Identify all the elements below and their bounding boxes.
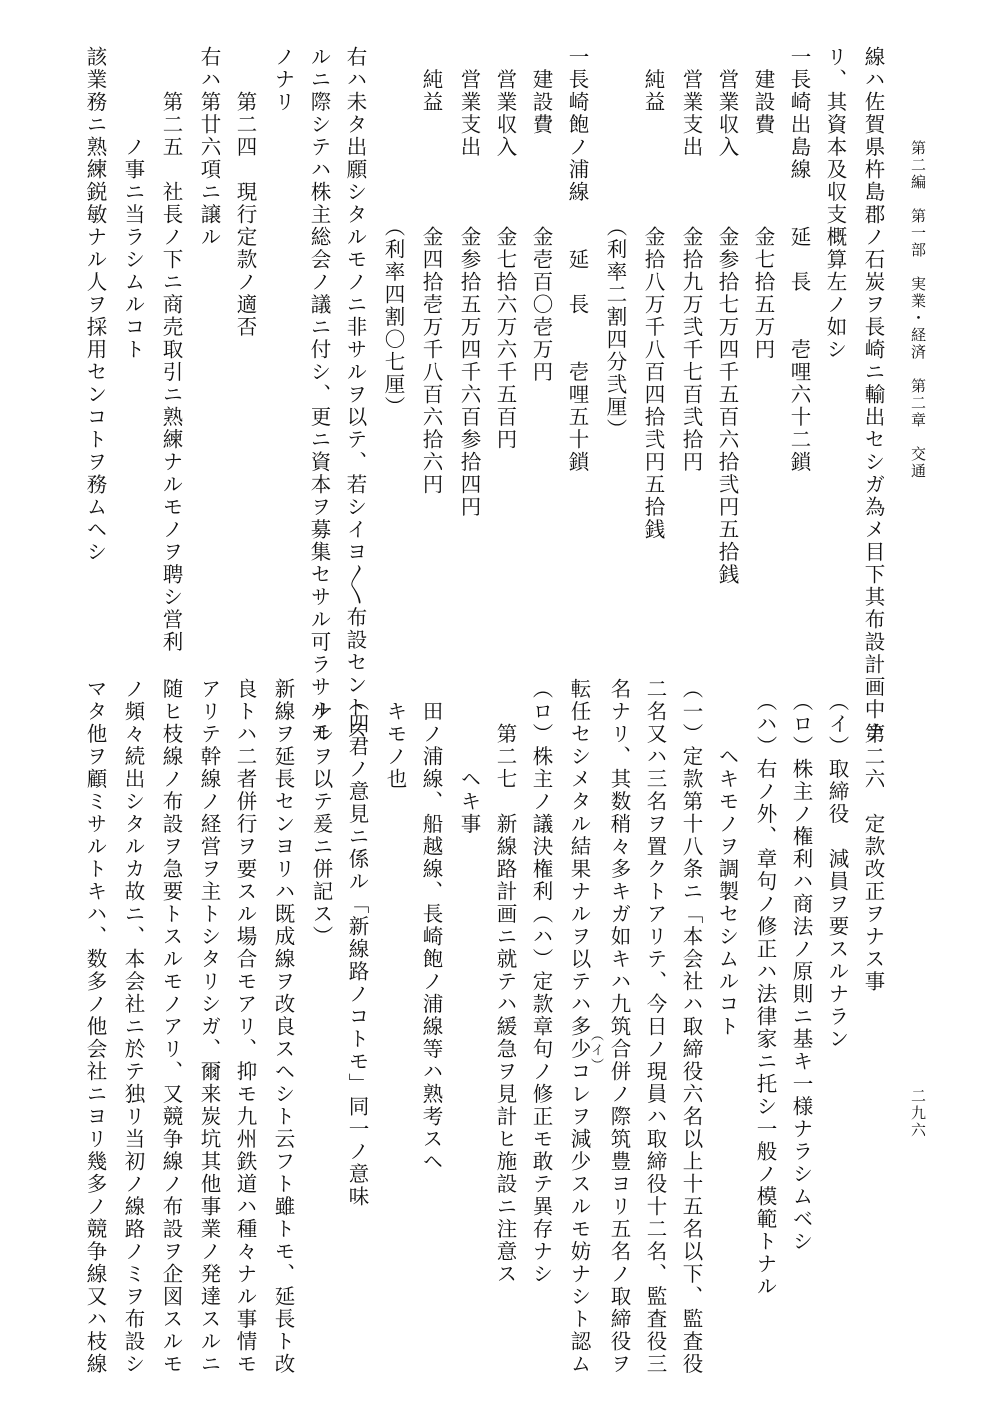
text-column: 第二五 社長ノ下ニ商売取引ニ熟練ナルモノヲ聘シ営利: [159, 46, 183, 654]
text-column: マタ他ヲ顧ミサルトキハ、数多ノ他会社ニヨリ幾多ノ競争線又ハ枝線: [83, 678, 107, 1376]
text-column: 線ハ佐賀県杵島郡ノ石炭ヲ長崎ニ輸出セシガ為メ目下其布設計画中ナ: [861, 46, 885, 744]
text-column: 良トハ二者併行ヲ要スル場合モアリ、抑モ九州鉄道ハ種々ナル事情モ: [233, 678, 257, 1376]
text-column: （イ）取締役 減員ヲ要スルナラン: [825, 678, 849, 1051]
text-column: （四君ノ意見ニ係ル「新線路ノコトモ」同一ノ意味: [345, 678, 369, 1208]
text-column: 随ヒ枝線ノ布設ヲ急要トスルモノアリ、又競争線ノ布設ヲ企図スルモ: [159, 678, 183, 1376]
text-column: ノナリ: [271, 46, 295, 114]
running-head: 第二編 第一部 実業・経済 第二章 交通: [909, 140, 927, 480]
text-column: 該業務ニ熟練鋭敏ナル人ヲ採用センコトヲ務ムヘシ: [83, 46, 107, 564]
text-column: ヘキモノヲ調製セシムルコト: [715, 678, 739, 1038]
text-column: 建設費 金壱百〇壱万円: [529, 46, 553, 384]
text-column: ヘキ事: [457, 678, 481, 836]
text-column: 営業支出 金拾九万弐千七百弐拾円: [679, 46, 703, 474]
text-column: （利率二割四分弐厘）: [603, 46, 627, 441]
text-column: 純益 金拾八万千八百四拾弐円五拾銭: [641, 46, 665, 541]
text-column: ノ頻々続出シタルカ故ニ、本会社ニ於テ独リ当初ノ線路ノミヲ布設シ: [121, 678, 145, 1376]
text-column: 一長崎飽ノ浦線 延 長 壱哩五十鎖: [565, 46, 589, 474]
text-column: 営業収入 金参拾七万四千五百六拾弐円五拾銭: [715, 46, 739, 586]
text-column: 転任セシメタル結果ナルヲ以テハ多少コレヲ減少スルモ妨ナシト認ム: [567, 678, 591, 1376]
text-column: 名ナリ、其数稍々多キガ如キハ九筑合併ノ際筑豊ヨリ五名ノ取締役ヲ: [607, 678, 631, 1376]
text-column: キモノ也: [383, 678, 407, 791]
text-column: ルニ際シテハ株主総会ノ議ニ付シ、更ニ資本ヲ募集セサル可ラサルモ: [307, 46, 331, 744]
interlinear-note: （イ）: [588, 1028, 603, 1073]
text-column: 右ハ未タ出願シタルモノニ非サルヲ以テ、若シイヨ〳〵布設セントス: [343, 46, 367, 742]
text-column: （ロ）株主ノ権利ハ商法ノ原則ニ基キ一様ナラシムベシ: [789, 678, 813, 1253]
text-column: （一）定款第十八条ニ「本会社ハ取締役六名以上十五名以下、監査役: [679, 678, 703, 1376]
text-column: 二名又ハ三名ヲ置クトアリテ、今日ノ現員ハ取締役十二名、監査役三: [643, 678, 667, 1376]
text-column: 第二七 新線路計画ニ就テハ緩急ヲ見計ヒ施設ニ注意ス: [493, 678, 517, 1286]
text-column: 純益 金四拾壱万千八百六拾六円: [419, 46, 443, 496]
text-column: アリテ幹線ノ経営ヲ主トシタリシガ、爾来炭坑其他事業ノ発達スルニ: [197, 678, 221, 1376]
text-column: リ、其資本及収支概算左ノ如シ: [823, 46, 847, 361]
text-column: 一長崎出島線 延 長 壱哩六十二鎖: [787, 46, 811, 474]
text-column: ナルヲ以テ爰ニ併記ス）: [309, 678, 333, 948]
text-column: 第二六 定款改正ヲナス事: [861, 678, 885, 993]
text-column: 営業支出 金参拾五万四千六百参拾四円: [457, 46, 481, 519]
text-column: （ハ）右ノ外、章句ノ修正ハ法律家ニ托シ一般ノ模範トナル: [753, 678, 777, 1298]
text-column: ノ事ニ当ラシムルコト: [121, 46, 145, 361]
text-column: 第二四 現行定款ノ適否: [233, 46, 257, 339]
page-number: 二九六: [909, 1088, 927, 1139]
text-column: （ロ）株主ノ議決権利（ハ）定款章句ノ修正モ敢テ異存ナシ: [529, 678, 553, 1286]
text-column: 右ハ第廿六項ニ譲ル: [197, 46, 221, 249]
text-column: 田ノ浦線、船越線、長崎飽ノ浦線等ハ熟考スヘ: [419, 678, 443, 1173]
text-column: （利率四割〇七厘）: [381, 46, 405, 419]
text-column: 建設費 金七拾五万円: [751, 46, 775, 361]
text-column: 営業収入 金七拾六万六千五百円: [493, 46, 517, 451]
text-column: 新線ヲ延長センヨリハ既成線ヲ改良スヘシト云フト雖トモ、延長ト改: [271, 678, 295, 1376]
